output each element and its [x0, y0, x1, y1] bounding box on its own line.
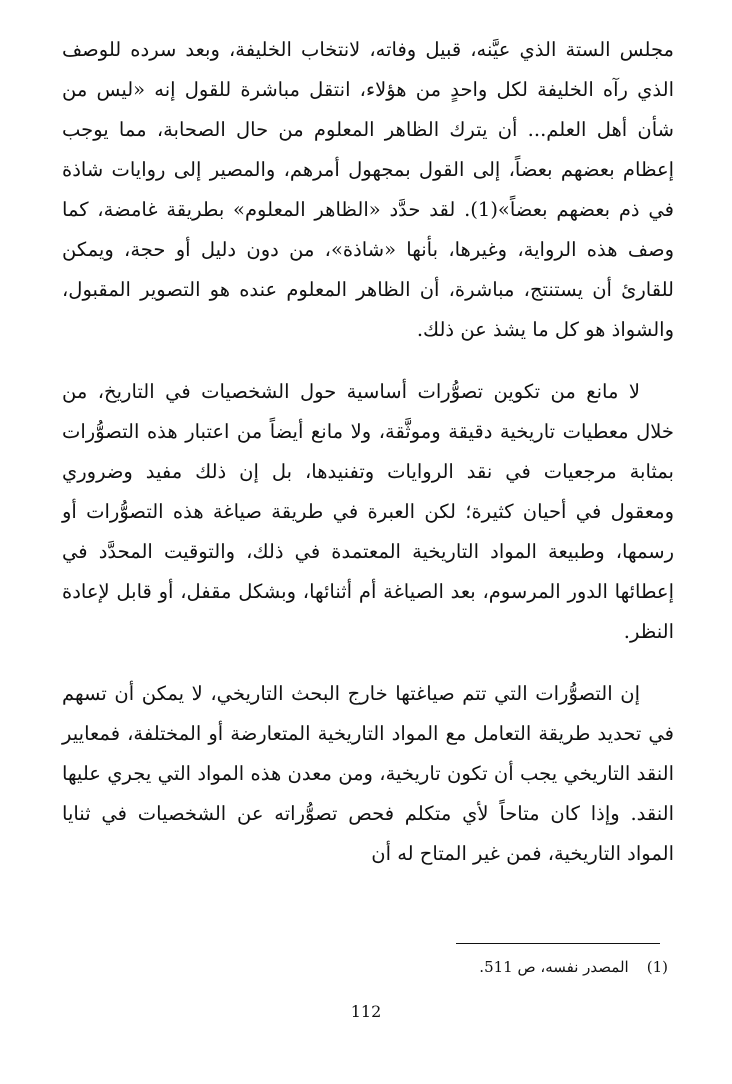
paragraph-1: مجلس الستة الذي عيَّنه، قبيل وفاته، لانتخاب الخليفة، وبعد سرده للوصف الذي رآه الخليفة لكل واحدٍ من هؤلاء، انتقل مباشرة للقول إنه «ليس من شأن أهل العلم... أن يترك الظاهر المعلوم من حال الصحابة، مما يوجب إعظام بعضهم بعضاً، إلى القول بمجهول أمرهم، والمصير إلى روايات شاذة في ذم بعضهم بعضاً»(1). لقد حدَّد «الظاهر المعلوم» بطريقة غامضة، كما وصف هذه الرواية، وغيرها، بأنها «شاذة»، من دون دليل أو حجة، ويمكن للقارئ أن يستنتج، مباشرة، أن الظاهر المعلوم عنده هو التصوير المقبول، والشواذ هو كل ما يشذ عن ذلك.: [62, 38, 674, 341]
footnote-separator: [456, 943, 660, 944]
footnote-text: المصدر نفسه، ص 511.: [479, 958, 629, 976]
page-number: 112: [350, 1002, 382, 1021]
footnote-number: (1): [646, 958, 668, 976]
body-text: [62, 30, 674, 874]
paragraph-3: إن التصوُّرات التي تتم صياغتها خارج البحث التاريخي، لا يمكن أن تسهم في تحديد طريقة التعامل مع المواد التاريخية المتعارضة أو المختلفة، فمعايير النقد التاريخي يجب أن تكون تاريخية، ومن معدن هذه المواد التي يجري عليها النقد. وإذا كان متاحاً لأي متكلم فحص تصوُّراته عن الشخصيات في ثنايا المواد التاريخية، فمن غير المتاح له أن: [62, 682, 674, 865]
footnote: [68, 956, 668, 978]
paragraph-2: لا مانع من تكوين تصوُّرات أساسية حول الشخصيات في التاريخ، من خلال معطيات تاريخية دقيقة وموثَّقة، ولا مانع أيضاً من اعتبار هذه التصوُّرات بمثابة مرجعيات في نقد الروايات وتفنيدها، بل إن ذلك مفيد وضروري ومعقول في أحيان كثيرة؛ لكن العبرة في طريقة صياغة هذه التصوُّرات أو رسمها، وطبيعة المواد التاريخية المعتمدة في ذلك، والتوقيت المحدَّد في إعطائها الدور المرسوم، بعد الصياغة أم أثنائها، وبشكل مقفل، أو قابل لإعادة النظر.: [62, 380, 674, 643]
